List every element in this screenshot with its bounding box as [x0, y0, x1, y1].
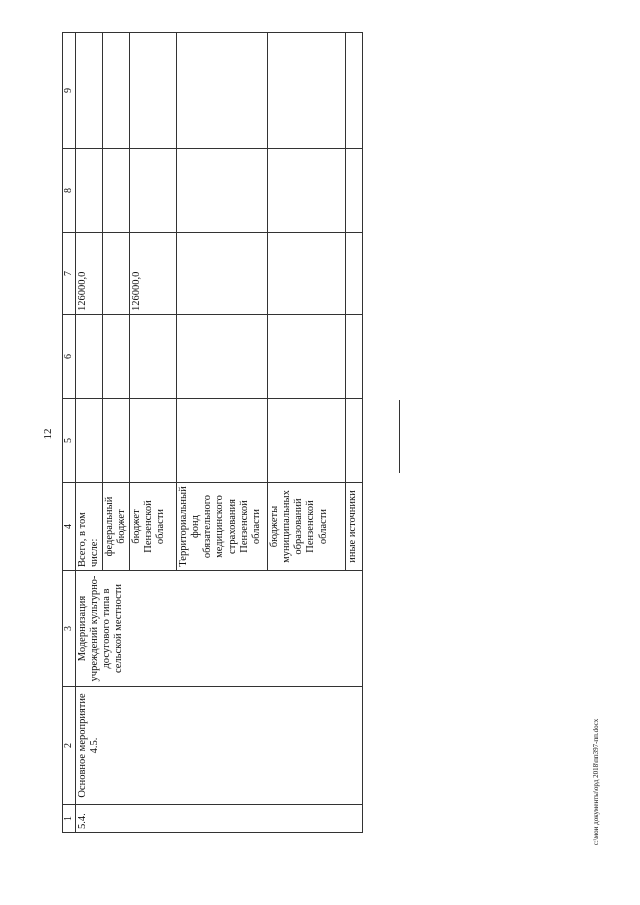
table-cell: [130, 315, 177, 399]
table-cell: [177, 149, 268, 233]
source-cell: иные источники: [346, 483, 363, 571]
table-cell: [130, 33, 177, 149]
col-header: 3: [63, 571, 76, 687]
table-cell: [346, 33, 363, 149]
col-header: 7: [63, 233, 76, 315]
table-cell: [268, 399, 346, 483]
table-cell: [103, 33, 130, 149]
col-header: 2: [63, 687, 76, 805]
table-cell: [268, 149, 346, 233]
value-cell: [268, 233, 346, 315]
source-cell: бюджеты муниципальных образований Пензенской области: [268, 483, 346, 571]
source-cell: Всего, в том числе:: [76, 483, 103, 571]
value-cell: [177, 233, 268, 315]
table-cell: [346, 315, 363, 399]
row-number: 5.4.: [76, 805, 363, 833]
table-cell: [177, 315, 268, 399]
col-header: 6: [63, 315, 76, 399]
value-cell: 126000,0: [130, 233, 177, 315]
table-cell: [130, 149, 177, 233]
table-cell: [76, 315, 103, 399]
table-cell: [346, 149, 363, 233]
col-header: 4: [63, 483, 76, 571]
value-cell: [346, 233, 363, 315]
source-cell: бюджет Пензенской области: [130, 483, 177, 571]
description-cell: Модернизация учреждений культурно-досугового типа в сельской местности: [76, 571, 363, 687]
table-row: [76, 33, 103, 833]
separator-line: [399, 400, 400, 473]
table-cell: [177, 33, 268, 149]
col-header: 5: [63, 399, 76, 483]
col-header: 8: [63, 149, 76, 233]
value-cell: [103, 233, 130, 315]
table-cell: [103, 315, 130, 399]
footer-file-path: c:\мои документы\орд 2018\пп397-пп.docx: [592, 718, 600, 846]
source-cell: федеральный бюджет: [103, 483, 130, 571]
page-number: 12: [42, 428, 54, 440]
measure-cell: Основное мероприятие 4.5.: [76, 687, 363, 805]
value-cell: 126000,0: [76, 233, 103, 315]
header-row: [63, 33, 76, 833]
rotated-table: [62, 33, 359, 833]
table-cell: [76, 33, 103, 149]
table-cell: [130, 399, 177, 483]
table-cell: [268, 33, 346, 149]
col-header: 9: [63, 33, 76, 149]
table-cell: [177, 399, 268, 483]
table-cell: [346, 399, 363, 483]
table-cell: [76, 399, 103, 483]
table-cell: [76, 149, 103, 233]
source-cell: Территориальный фонд обязательного медицинского страхования Пензенской области: [177, 483, 268, 571]
col-header: 1: [63, 805, 76, 833]
table-cell: [103, 399, 130, 483]
program-table: [62, 32, 363, 833]
table-cell: [103, 149, 130, 233]
table-cell: [268, 315, 346, 399]
